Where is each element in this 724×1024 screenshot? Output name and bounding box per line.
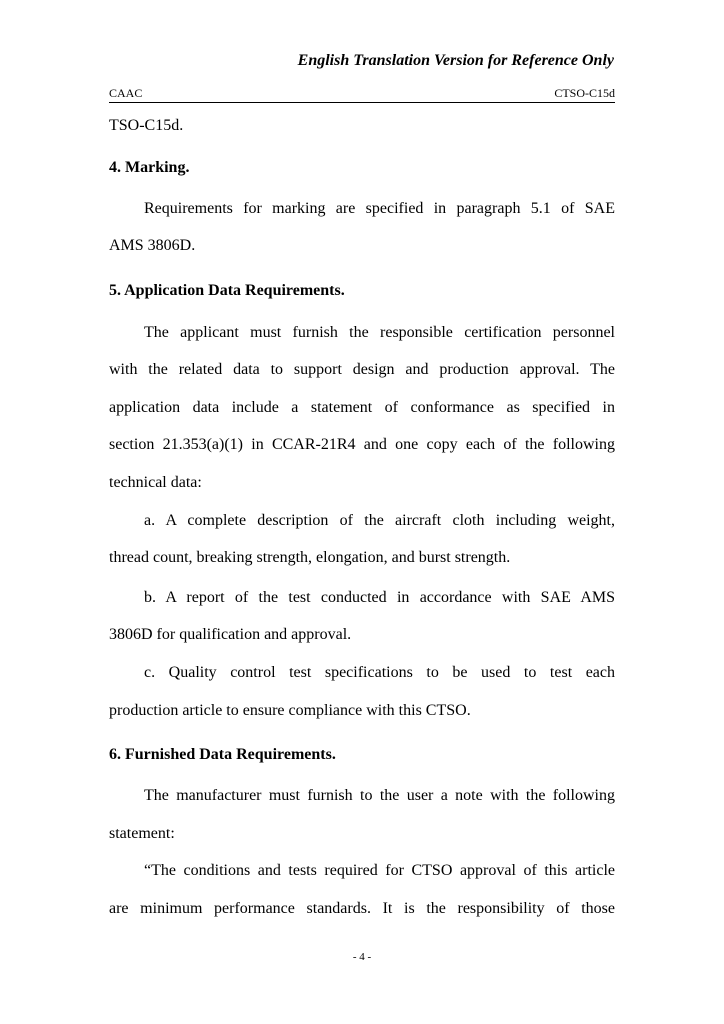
body-text-line: AMS 3806D.	[109, 237, 196, 254]
body-text-line: thread count, breaking strength, elongation, and burst strength.	[109, 549, 511, 566]
body-text-line: Requirements for marking are specified in paragraph 5.1 of SAE	[144, 200, 615, 217]
translation-banner: English Translation Version for Reference Only	[297, 52, 614, 69]
header-agency: CAAC	[109, 86, 143, 100]
quoted-statement-line: “The conditions and tests required for CTSO approval of this article	[144, 862, 615, 879]
body-text-line: The manufacturer must furnish to the user a note with the following	[144, 787, 615, 804]
section-heading-furnished-data: 6. Furnished Data Requirements.	[109, 746, 336, 763]
body-text-line: application data include a statement of conformance as specified in	[109, 399, 615, 416]
quoted-statement-line: are minimum performance standards. It is the responsibility of those	[109, 900, 615, 917]
header-doc-id: CTSO-C15d	[554, 86, 615, 100]
running-header	[109, 86, 615, 103]
body-text-line: The applicant must furnish the responsible certification personnel	[144, 324, 615, 341]
body-text-line: 3806D for qualification and approval.	[109, 626, 352, 643]
list-item-b: b. A report of the test conducted in accordance with SAE AMS	[144, 589, 615, 606]
body-text-line: production article to ensure compliance with this CTSO.	[109, 702, 471, 719]
section-heading-application-data: 5. Application Data Requirements.	[109, 282, 345, 299]
body-text-line: technical data:	[109, 474, 202, 491]
page-number: - 4 -	[352, 951, 372, 963]
body-text-line: with the related data to support design and production approval. The	[109, 361, 615, 378]
section-heading-marking: 4. Marking.	[109, 159, 190, 176]
body-text-line: statement:	[109, 825, 175, 842]
list-item-a: a. A complete description of the aircraft cloth including weight,	[144, 512, 615, 529]
list-item-c: c. Quality control test specifications to be used to test each	[144, 664, 615, 681]
body-text-line: section 21.353(a)(1) in CCAR-21R4 and one copy each of the following	[109, 436, 615, 453]
body-text-line: TSO-C15d.	[109, 117, 184, 134]
